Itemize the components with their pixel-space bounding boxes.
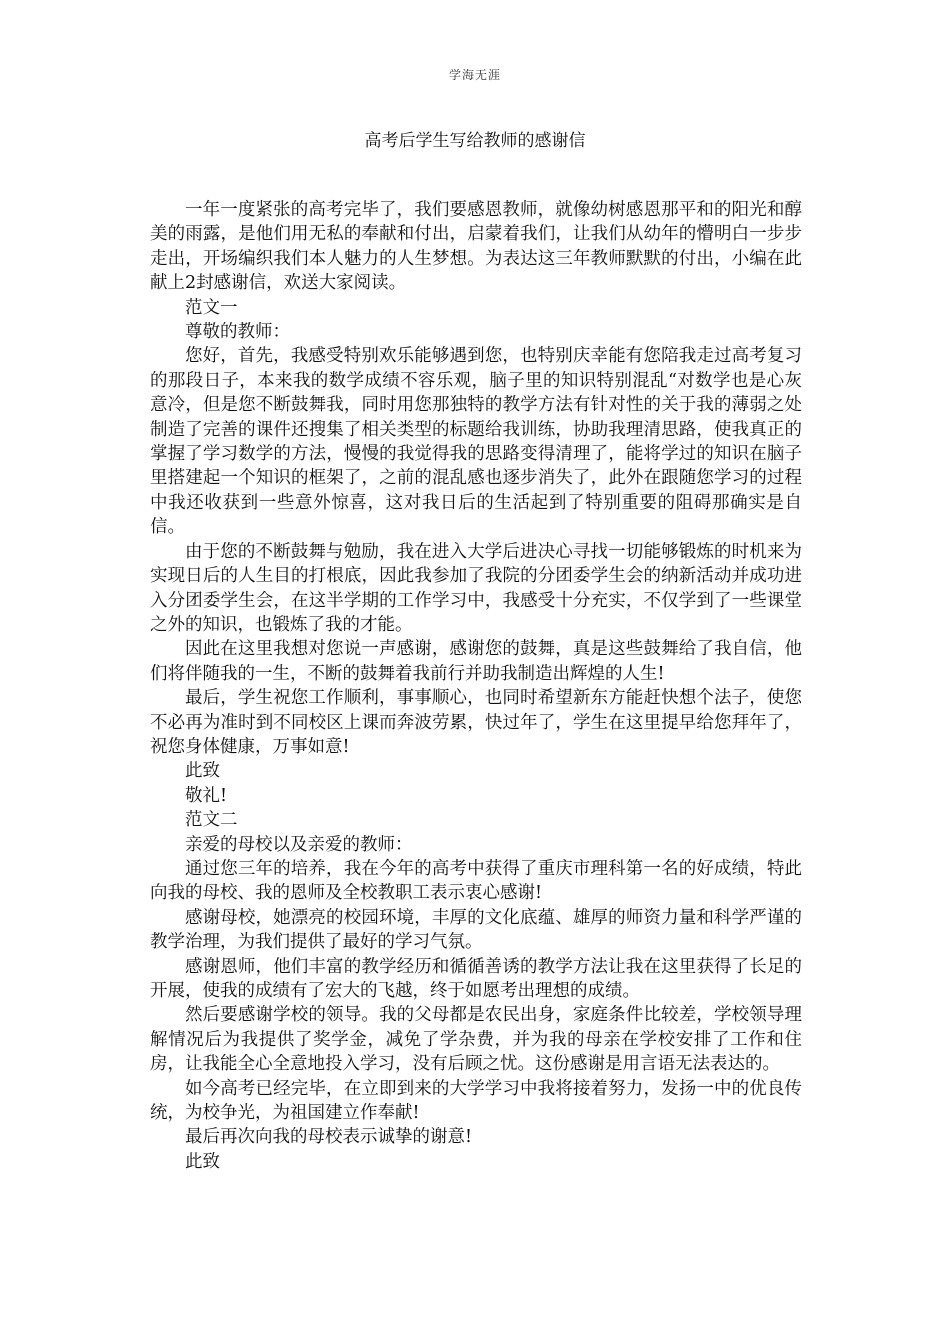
paragraph: 然后要感谢学校的领导。我的父母都是农民出身，家庭条件比较差，学校领导理解情况后为我提供了奖学金，减免了学杂费，并为我的母亲在学校安排了工作和住房，让我能全心全意地投入学习，没有后顾之忧。这份感谢是用言语无法表达的。 — [150, 1005, 802, 1075]
paragraph: 范文一 — [185, 297, 238, 318]
paragraph: 此致 — [185, 761, 220, 782]
paragraph: 感谢恩师，他们丰富的教学经历和循循善诱的教学方法让我在这里获得了长足的开展，使我的成绩有了宏大的飞越，终于如愿考出理想的成绩。 — [150, 956, 802, 1001]
paragraph: 您好，首先，我感受特别欢乐能够遇到您，也特别庆幸能有您陪我走过高考复习的那段日子，本来我的数学成绩不容乐观，脑子里的知识特别混乱“对数学也是心灰意冷，但是您不断鼓舞我，同时用您那独特的教学方法有针对性的关于我的薄弱之处制造了完善的课件还搜集了相关类型的标题给我训练，协助我理清思路，使我真正的掌握了学习数学的方法，慢慢的我觉得我的思路变得清理了，能将学过的知识在脑子里搭建起一个知识的框架了，之前的混乱感也逐步消失了，此外在跟随您学习的过程中我还收获到一些意外惊喜，这对我日后的生活起到了特别重要的阻碍那确实是自信。 — [150, 346, 802, 538]
paragraph: 感谢母校，她漂亮的校园环境，丰厚的文化底蕴、雄厚的师资力量和科学严谨的教学治理，为我们提供了最好的学习气氛。 — [150, 907, 802, 953]
paragraph: 此致 — [185, 1151, 220, 1172]
paragraph: 最后再次向我的母校表示诚挚的谢意! — [185, 1127, 473, 1148]
document-title: 高考后学生写给教师的感谢信 — [364, 131, 586, 151]
page-header: 学海无涯 — [448, 68, 501, 82]
paragraph: 通过您三年的培养，我在今年的高考中获得了重庆市理科第一名的好成绩，特此向我的母校、我的恩师及全校教职工表示衷心感谢! — [150, 858, 802, 904]
paragraph: 因此在这里我想对您说一声感谢，感谢您的鼓舞，真是这些鼓舞给了我自信，他们将伴随我的一生，不断的鼓舞着我前行并助我制造出辉煌的人生! — [150, 639, 802, 684]
document-body — [150, 198, 802, 1174]
paragraph: 最后，学生祝您工作顺利，事事顺心，也同时希望新东方能赶快想个法子，使您不必再为准时到不同校区上课而奔波劳累，快过年了，学生在这里提早给您拜年了，祝您身体健康，万事如意! — [150, 688, 802, 757]
paragraph: 如今高考已经完毕，在立即到来的大学学习中我将接着努力，发扬一中的优良传统，为校争光，为祖国建立作奉献! — [150, 1078, 802, 1124]
paragraph: 由于您的不断鼓舞与勉励，我在进入大学后进决心寻找一切能够锻炼的时机来为实现日后的人生目的打根底，因此我参加了我院的分团委学生会的纳新活动并成功进入分团委学生会，在这半学期的工作学习中，我感受十分充实，不仅学到了一些课堂之外的知识，也锻炼了我的才能。 — [150, 541, 802, 635]
paragraph: 敬礼! — [185, 785, 228, 806]
paragraph: 一年一度紧张的高考完毕了，我们要感恩教师，就像幼树感恩那平和的阳光和醇美的雨露，是他们用无私的奉献和付出，启蒙着我们，让我们从幼年的懵明白一步步走出，开场编织我们本人魅力的人生梦想。为表达这三年教师默默的付出，小编在此献上2封感谢信，欢送大家阅读。 — [150, 200, 802, 294]
paragraph: 范文二 — [185, 810, 238, 831]
paragraph: 亲爱的母校以及亲爱的教师： — [185, 834, 413, 855]
paragraph: 尊敬的教师： — [185, 322, 290, 343]
